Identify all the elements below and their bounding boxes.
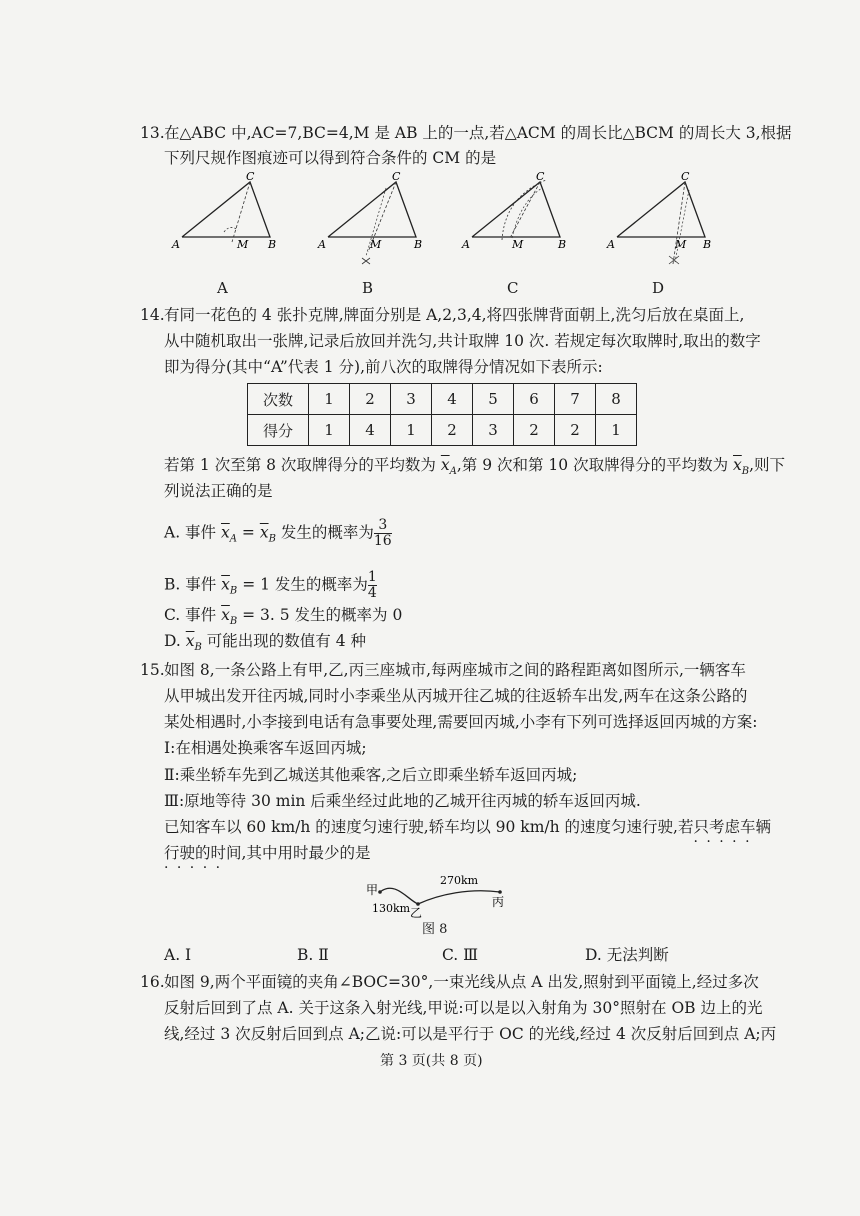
- q16-stem-line3: 线,经过 3 次反射后回到点 A;乙说:可以是平行于 OC 的光线,经过 4 次反射后回到点 A;丙: [164, 1025, 777, 1043]
- q15-plan-1: Ⅰ:在相遇处换乘客车返回丙城;: [164, 739, 367, 757]
- q14-after-text-c: ,则下: [749, 456, 786, 474]
- q13-d-label-b: B: [703, 238, 712, 251]
- table-cell: 3: [391, 384, 432, 415]
- q13-a-label-b: B: [268, 238, 277, 251]
- q13-a-label-a: A: [172, 238, 180, 251]
- table-row: [248, 384, 637, 415]
- q15-option-d: D. 无法判断: [585, 946, 669, 964]
- q13-figure-b: [316, 172, 426, 272]
- q13-d-label-a: A: [607, 238, 615, 251]
- mean-b-symbol: $\overline{x}$: [259, 523, 269, 542]
- fraction-denominator: 4: [367, 585, 377, 601]
- q13-c-label-b: B: [558, 238, 567, 251]
- opt-a-prefix: A. 事件: [164, 523, 221, 542]
- fraction-denominator: 16: [373, 533, 392, 549]
- table-cell: 5: [473, 384, 514, 415]
- fraction-numerator: 3: [378, 517, 388, 533]
- q15-option-c: C. Ⅲ: [442, 946, 479, 964]
- opt-d-prefix: D.: [164, 632, 186, 650]
- mean-b-symbol: $\overline{x}$: [221, 575, 230, 594]
- table-header-count: 次数: [248, 384, 309, 415]
- mean-b-symbol: $\overline{x}$: [221, 606, 230, 624]
- mean-a-symbol: $\overline{x}$: [440, 456, 450, 474]
- city-yi-label: 乙: [410, 906, 423, 920]
- opt-a-suffix: 发生的概率为: [275, 523, 374, 542]
- q16-stem-line1: 如图 9,两个平面镜的夹角∠BOC=30°,一束光线从点 A 出发,照射到平面镜上,经过多次: [164, 973, 759, 991]
- q14-after-line1: [164, 455, 785, 482]
- q14-stem-line2: 从中随机取出一张牌,记录后放回并洗匀,共计取牌 10 次. 若规定每次取牌时,取出的数字: [164, 332, 761, 350]
- table-cell: 4: [350, 415, 391, 446]
- q15-stem-line3: 某处相遇时,小李接到电话有急事要处理,需要回丙城,小李有下列可选择返回丙城的方案:: [164, 713, 758, 731]
- table-header-score: 得分: [248, 415, 309, 446]
- dist-ab-label: 130km: [372, 902, 411, 915]
- mean-b-sub: B: [229, 616, 238, 628]
- q14-after-text-a: 若第 1 次至第 8 次取牌得分的平均数为: [164, 456, 441, 474]
- q13-figure-d: [605, 172, 715, 272]
- q15-option-b: B. Ⅱ: [297, 946, 329, 964]
- q15-stem-line8: [164, 843, 370, 863]
- q14-after-line2: 列说法正确的是: [164, 482, 273, 500]
- table-cell: 7: [555, 384, 596, 415]
- page-footer: 第 3 页(共 8 页): [380, 1053, 483, 1069]
- mean-b-symbol: $\overline{x}$: [733, 456, 742, 474]
- q15-number: 15.: [140, 661, 165, 679]
- mean-b-sub: B: [268, 533, 276, 545]
- q14-stem-line1: 有同一花色的 4 张扑克牌,牌面分别是 A,2,3,4,将四张牌背面朝上,洗匀后放在桌面上,: [164, 306, 745, 324]
- opt-b-suffix: = 1 发生的概率为: [237, 575, 368, 594]
- q14-option-b: [164, 570, 377, 602]
- q13-stem-line2: 下列尺规作图痕迹可以得到符合条件的 CM 的是: [164, 149, 497, 167]
- q14-option-c: [164, 605, 402, 632]
- q15-stem-line2: 从甲城出发开往丙城,同时小李乘坐从丙城开往乙城的往返轿车出发,两车在这条公路的: [164, 687, 748, 705]
- q13-stem-line1: 在△ABC 中,AC=7,BC=4,M 是 AB 上的一点,若△ACM 的周长比△BCM 的周长大 3,根据: [164, 124, 792, 142]
- opt-c-suffix: = 3. 5 发生的概率为 0: [237, 606, 403, 624]
- table-cell: 6: [514, 384, 555, 415]
- city-jia-label: 甲: [366, 883, 379, 897]
- q13-c-label-c: C: [536, 172, 545, 183]
- q15-emphasis-text: 只考虑车辆 · · ·: [693, 818, 771, 836]
- mean-b-sub: B: [741, 466, 750, 478]
- table-cell: 2: [555, 415, 596, 446]
- dist-bc-label: 270km: [440, 874, 479, 887]
- q13-d-label-m: M: [675, 238, 687, 251]
- mean-b-sub: B: [229, 585, 238, 597]
- q15-option-a: A. Ⅰ: [164, 946, 192, 964]
- q13-caption-b: B: [362, 279, 374, 297]
- q14-score-table: [247, 383, 637, 446]
- q13-caption-d: D: [652, 279, 665, 297]
- q13-c-label-a: A: [462, 238, 470, 251]
- opt-b-prefix: B. 事件: [164, 575, 222, 594]
- q13-figure-c: [460, 172, 570, 272]
- fraction-3-16: [374, 518, 392, 549]
- q13-b-label-b: B: [414, 238, 423, 251]
- q15-stem-line1: 如图 8,一条公路上有甲,乙,丙三座城市,每两座城市之间的路程距离如图所示,一辆客车: [164, 661, 746, 679]
- q13-c-label-m: M: [512, 238, 524, 251]
- q15-stem-line7: [164, 817, 771, 837]
- q13-b-label-c: C: [392, 172, 401, 183]
- table-cell: 1: [309, 384, 350, 415]
- q13-a-label-c: C: [246, 172, 255, 183]
- q13-d-label-c: C: [681, 172, 690, 183]
- q14-stem-line3: 即为得分(其中“A”代表 1 分),前八次的取牌得分情况如下表所示:: [164, 358, 603, 376]
- q15-plan-3: Ⅲ:原地等待 30 min 后乘坐经过此地的乙城开往丙城的轿车返回丙城.: [164, 792, 641, 810]
- q14-after-text-b: ,第 9 次和第 10 次取牌得分的平均数为: [456, 456, 733, 474]
- q15-figure-road: [360, 870, 520, 920]
- table-cell: 2: [350, 384, 391, 415]
- opt-c-prefix: C. 事件: [164, 606, 222, 624]
- q13-b-label-a: A: [318, 238, 326, 251]
- q14-option-a: [164, 518, 392, 550]
- q15-line7-text: 已知客车以 60 km/h 的速度匀速行驶,轿车均以 90 km/h 的速度匀速行驶,若: [164, 818, 694, 836]
- table-cell: 4: [432, 384, 473, 415]
- q16-stem-line2: 反射后回到了点 A. 关于这条入射光线,甲说:可以是以入射角为 30°照射在 OB 边上的光: [164, 999, 763, 1017]
- q14-number: 14.: [140, 306, 165, 324]
- table-cell: 1: [309, 415, 350, 446]
- q13-figure-a: [170, 172, 280, 272]
- table-cell: 2: [514, 415, 555, 446]
- q14-option-d: [164, 631, 366, 658]
- mean-b-symbol: $\overline{x}$: [185, 632, 195, 650]
- q13-b-label-m: M: [370, 238, 382, 251]
- q13-number: 13.: [140, 124, 165, 142]
- q15-emphasis-text: 行驶的时间 · · ·: [164, 844, 242, 862]
- table-row: [248, 415, 637, 446]
- q15-figure-caption: 图 8: [422, 922, 448, 937]
- q13-caption-c: C: [507, 279, 519, 297]
- q16-number: 16.: [140, 973, 165, 991]
- table-cell: 2: [432, 415, 473, 446]
- city-bing-label: 丙: [492, 895, 505, 909]
- table-cell: 1: [391, 415, 432, 446]
- fraction-numerator: 1: [367, 569, 377, 585]
- q13-a-label-m: M: [237, 238, 249, 251]
- q15-line8-text: ,其中用时最少的是: [241, 844, 371, 862]
- mean-b-sub: B: [194, 642, 202, 654]
- q13-caption-a: A: [217, 279, 228, 297]
- mean-a-sub: A: [229, 533, 237, 545]
- table-cell: 1: [596, 415, 637, 446]
- fraction-1-4: [368, 570, 377, 601]
- table-cell: 8: [596, 384, 637, 415]
- opt-d-suffix: 可能出现的数值有 4 种: [201, 632, 366, 650]
- q15-plan-2: Ⅱ:乘坐轿车先到乙城送其他乘客,之后立即乘坐轿车返回丙城;: [164, 766, 578, 784]
- opt-a-mid: =: [236, 523, 260, 542]
- mean-a-symbol: $\overline{x}$: [220, 523, 230, 542]
- mean-a-sub: A: [449, 466, 457, 478]
- table-cell: 3: [473, 415, 514, 446]
